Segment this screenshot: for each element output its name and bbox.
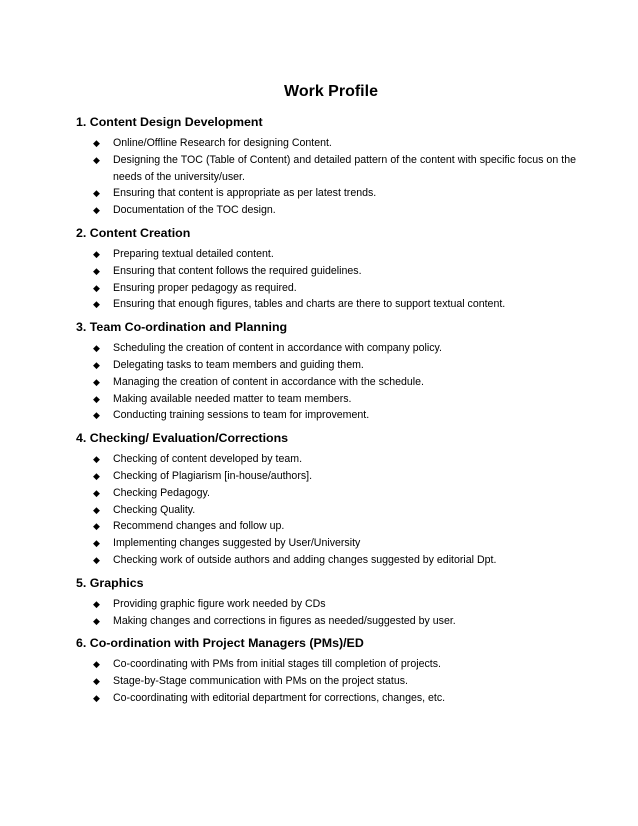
list-item [76, 185, 576, 202]
list-item-text: Ensuring that content is appropriate as per latest trends. [113, 187, 377, 200]
section-6 [76, 635, 576, 706]
bullet-icon: ◆ [93, 615, 100, 626]
list-item-text: Recommend changes and follow up. [113, 520, 285, 533]
list-item [76, 468, 576, 485]
section-4 [76, 430, 576, 569]
section-1 [76, 114, 576, 219]
bullet-list [76, 451, 576, 569]
list-item-text: Checking Quality. [113, 503, 196, 516]
sections-container [76, 114, 576, 707]
section-heading: 1. Content Design Development [76, 115, 263, 129]
list-item-text: Providing graphic figure work needed by CDs [113, 597, 326, 610]
bullet-icon: ◆ [93, 359, 100, 370]
bullet-list [76, 246, 576, 313]
page-title: Work Profile [284, 83, 378, 100]
list-item [76, 535, 576, 552]
list-item [76, 152, 576, 186]
list-item-text: Co-coordinating with PMs from initial stages till completion of projects. [113, 658, 441, 671]
bullet-list [76, 596, 576, 630]
list-item-text: Ensuring that enough figures, tables and charts are there to support textual content. [113, 298, 506, 311]
list-item-text: Making changes and corrections in figures as needed/suggested by user. [113, 614, 456, 627]
list-item-text: Preparing textual detailed content. [113, 247, 274, 260]
bullet-icon: ◆ [93, 138, 100, 148]
list-item-text: Documentation of the TOC design. [113, 204, 276, 217]
list-item [76, 485, 576, 502]
list-item-text: Conducting training sessions to team for improvement. [113, 409, 370, 422]
list-item [76, 202, 576, 219]
list-item [76, 656, 576, 673]
list-item-text: Managing the creation of content in accordance with the schedule. [113, 375, 424, 388]
list-item-text: Scheduling the creation of content in accordance with company policy. [113, 342, 442, 355]
bullet-icon: ◆ [93, 454, 100, 465]
bullet-icon: ◆ [93, 248, 100, 259]
list-item [76, 451, 576, 468]
bullet-icon: ◆ [93, 265, 100, 276]
bullet-icon: ◆ [93, 299, 100, 310]
bullet-icon: ◆ [93, 521, 100, 532]
bullet-list [76, 135, 576, 219]
section-5 [76, 575, 576, 630]
section-heading: 2. Content Creation [76, 225, 191, 240]
list-item-text: Ensuring that content follows the required guidelines. [113, 264, 362, 277]
list-item [76, 613, 576, 630]
section-2 [76, 225, 576, 313]
bullet-icon: ◆ [93, 393, 100, 404]
list-item-text: Co-coordinating with editorial department for corrections, changes, etc. [113, 691, 446, 704]
list-item [76, 135, 576, 152]
bullet-icon: ◆ [93, 410, 100, 421]
list-item [76, 246, 576, 263]
list-item [76, 502, 576, 519]
list-item [76, 552, 576, 569]
list-item [76, 518, 576, 535]
list-item [76, 391, 576, 408]
list-item [76, 673, 576, 690]
list-item [76, 296, 576, 313]
list-item-text: Checking Pedagogy. [113, 486, 210, 499]
list-item [76, 340, 576, 357]
list-item [76, 690, 576, 707]
bullet-icon: ◆ [93, 538, 100, 549]
bullet-list [76, 340, 576, 424]
bullet-icon: ◆ [93, 376, 100, 387]
bullet-icon: ◆ [93, 487, 100, 498]
list-item-text: Stage-by-Stage communication with PMs on the project status. [113, 675, 409, 688]
list-item [76, 263, 576, 280]
list-item-text: Designing the TOC (Table of Content) and detailed pattern of the content with specific focus on the needs of the university/user. [113, 153, 576, 183]
list-item-text: Checking of Plagiarism [in-house/authors]. [113, 469, 313, 482]
bullet-icon: ◆ [93, 188, 100, 199]
bullet-icon: ◆ [93, 554, 100, 565]
list-item [76, 596, 576, 613]
list-item-text: Online/Offline Research for designing Content. [113, 137, 332, 149]
bullet-icon: ◆ [93, 659, 100, 670]
bullet-icon: ◆ [93, 692, 100, 703]
section-heading: 3. Team Co-ordination and Planning [76, 320, 288, 335]
bullet-icon: ◆ [93, 470, 100, 481]
list-item-text: Checking work of outside authors and adding changes suggested by editorial Dpt. [113, 553, 497, 566]
section-heading: 6. Co-ordination with Project Managers (PMs)/ED [76, 636, 364, 651]
section-heading: 5. Graphics [76, 575, 144, 590]
list-item-text: Checking of content developed by team. [113, 453, 303, 466]
section-heading: 4. Checking/ Evaluation/Corrections [76, 431, 289, 446]
list-item [76, 357, 576, 374]
bullet-icon: ◆ [93, 343, 100, 354]
bullet-list [76, 656, 576, 706]
list-item [76, 280, 576, 297]
bullet-icon: ◆ [93, 282, 100, 293]
list-item [76, 407, 576, 424]
bullet-icon: ◆ [93, 154, 100, 165]
list-item-text: Ensuring proper pedagogy as required. [113, 281, 297, 294]
bullet-icon: ◆ [93, 676, 100, 687]
list-item-text: Delegating tasks to team members and guiding them. [113, 358, 364, 371]
list-item-text: Implementing changes suggested by User/University [113, 537, 361, 550]
bullet-icon: ◆ [93, 504, 100, 515]
section-3 [76, 319, 576, 424]
bullet-icon: ◆ [93, 205, 100, 216]
bullet-icon: ◆ [93, 598, 100, 609]
list-item [76, 374, 576, 391]
list-item-text: Making available needed matter to team members. [113, 392, 352, 405]
